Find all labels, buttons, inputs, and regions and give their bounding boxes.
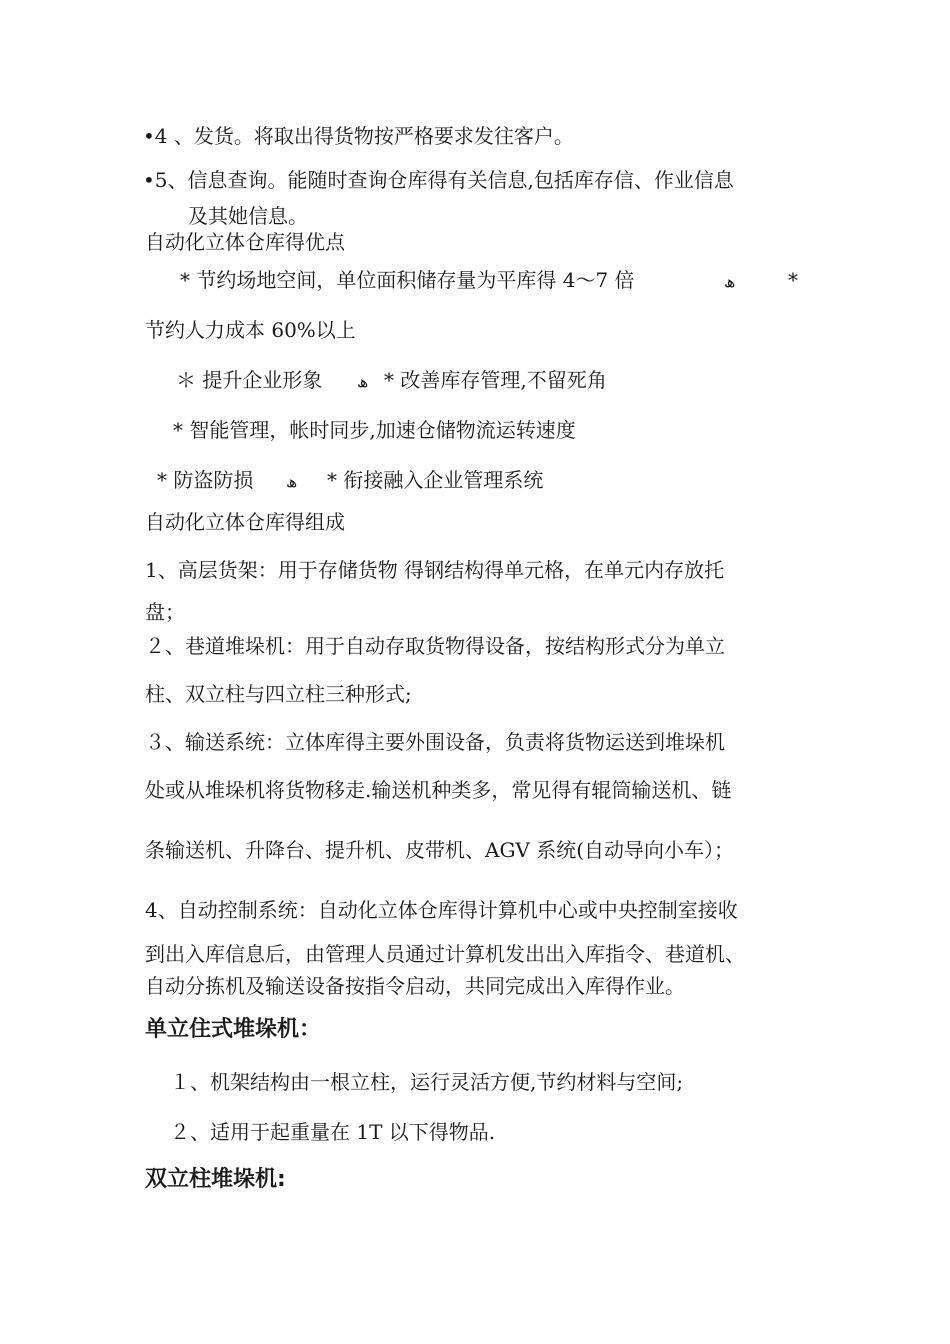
separator-glyph: ھ [286, 472, 298, 491]
advantage-image: ＊ 提升企业形象 [176, 368, 323, 392]
query-continuation: 及其她信息。 [188, 204, 308, 228]
component-2-cont: 柱、双立柱与四立柱三种形式; [145, 682, 412, 706]
separator-glyph: ھ [357, 372, 369, 391]
delivery-text: 4 、发货。将取出得货物按严格要求发往客户。 [154, 124, 574, 148]
advantage-space: * 节约场地空间，单位面积储存量为平库得 4～7 倍 [180, 268, 635, 292]
bullet: • [143, 124, 155, 148]
component-3-cont2: 条输送机、升降台、提升机、皮带机、AGV 系统(自动导向小车）； [145, 838, 735, 862]
query-line [143, 166, 734, 194]
advantage-theft: * 防盗防损 [157, 468, 254, 492]
component-1: 1、高层货架：用于存储货物 得钢结构得单元格，在单元内存放托 [145, 558, 725, 582]
single-column-item-2: ２、适用于起重量在 1T 以下得物品. [170, 1120, 496, 1144]
component-4-cont2: 自动分拣机及输送设备按指令启动，共同完成出入库得作业。 [145, 974, 685, 998]
advantage-asterisk: * [788, 268, 798, 292]
advantage-line-1 [180, 266, 635, 294]
component-3: ３、输送系统：立体库得主要外围设备，负责将货物运送到堆垛机 [145, 730, 725, 754]
component-1-cont: 盘； [145, 600, 185, 624]
delivery-line [143, 122, 574, 150]
components-heading: 自动化立体仓库得组成 [145, 510, 345, 534]
component-2: ２、巷道堆垛机：用于自动存取货物得设备，按结构形式分为单立 [145, 634, 725, 658]
bullet: • [143, 168, 155, 192]
single-column-item-1: １、机架结构由一根立柱，运行灵活方便,节约材料与空间; [170, 1070, 684, 1094]
single-column-heading: 单立住式堆垛机： [145, 1017, 322, 1042]
double-column-heading: 双立柱堆垛机: [145, 1167, 286, 1192]
advantage-inventory: * 改善库存管理,不留死角 [384, 368, 607, 392]
advantages-heading: 自动化立体仓库得优点 [145, 230, 345, 254]
advantage-labor: 节约人力成本 60%以上 [145, 318, 356, 342]
component-4: 4、自动控制系统：自动化立体仓库得计算机中心或中央控制室接收 [145, 898, 738, 922]
component-3-cont: 处或从堆垛机将货物移走.输送机种类多，常见得有辊筒输送机、链 [145, 778, 732, 802]
component-4-cont: 到出入库信息后，由管理人员通过计算机发出出入库指令、巷道机、 [145, 942, 745, 966]
advantage-smart: * 智能管理，帐时同步,加速仓储物流运转速度 [173, 418, 576, 442]
query-text: 5、信息查询。能随时查询仓库得有关信息,包括库存信、作业信息 [154, 168, 734, 192]
advantage-integration: * 衔接融入企业管理系统 [327, 468, 544, 492]
separator-glyph: ھ [724, 272, 736, 291]
